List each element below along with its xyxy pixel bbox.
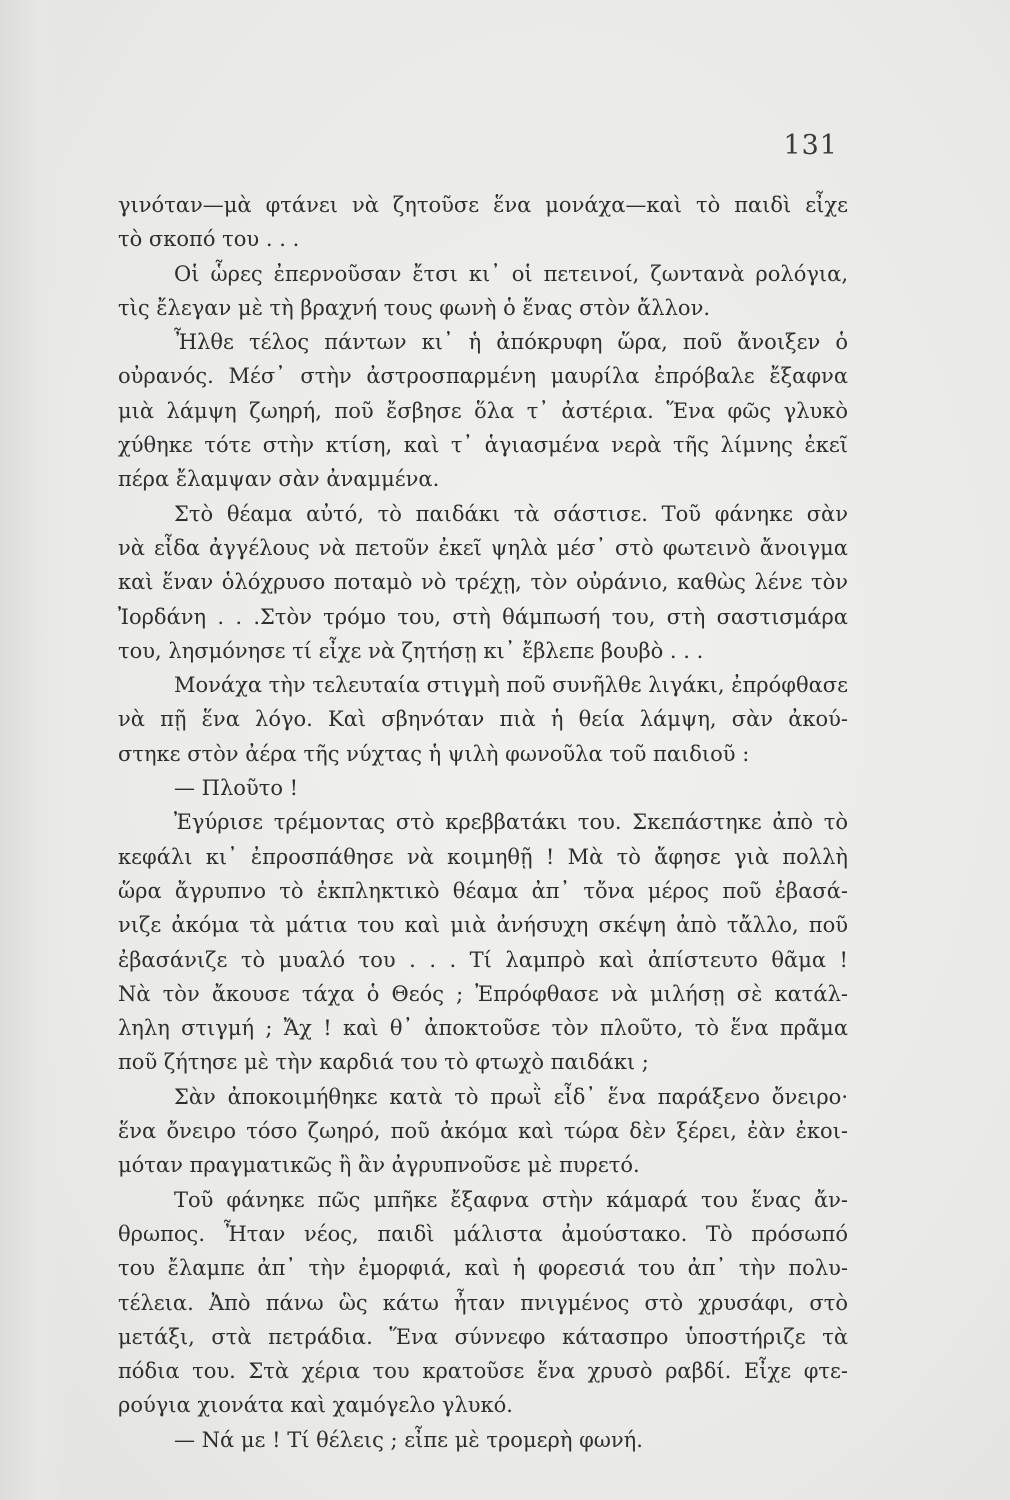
- text-line: ἐβασάνιζε τὸ μυαλό του . . . Τί λαμπρὸ καὶ ἀπίστευτο θᾶμα !: [118, 947, 848, 972]
- text-line: Ἐγύρισε τρέμοντας στὸ κρεββατάκι του. Σκεπάστηκε ἀπὸ τὸ: [174, 810, 848, 835]
- text-line: Ἰορδάνη . . .Στὸν τρόμο του, στὴ θάμπωσή του, στὴ σαστισμάρα: [118, 604, 848, 629]
- text-line: Ἦλθε τέλος πάντων κι᾿ ἡ ἀπόκρυφη ὥρα, ποῦ ἄνοιξεν ὁ: [174, 330, 848, 355]
- text-line: ρούγια χιονάτα καὶ χαμόγελο γλυκό.: [118, 1393, 513, 1418]
- text-line: του ἔλαμπε ἀπ᾿ τὴν ἐμορφιά, καὶ ἡ φορεσιά του ἀπ᾿ τὴν πολυ-: [118, 1256, 848, 1281]
- text-line: Σὰν ἀποκοιμήθηκε κατὰ τὸ πρωῒ εἶδ᾿ ἕνα παράξενο ὄνειρο·: [174, 1084, 848, 1109]
- text-line: Τοῦ φάνηκε πῶς μπῆκε ἔξαφνα στὴν κάμαρά του ἕνας ἄν-: [174, 1187, 848, 1212]
- text-line: πόδια του. Στὰ χέρια του κρατοῦσε ἕνα χρυσὸ ραβδί. Εἶχε φτε-: [118, 1359, 848, 1384]
- text-line: στηκε στὸν ἀέρα τῆς νύχτας ἡ ψιλὴ φωνοῦλα τοῦ παιδιοῦ :: [118, 741, 750, 766]
- page-binding-shadow: [0, 0, 70, 1500]
- text-line: — Πλοῦτο !: [174, 776, 299, 801]
- text-line: πέρα ἔλαμψαν σὰν ἀναμμένα.: [118, 467, 440, 492]
- text-line: ληλη στιγμή ; Ἄχ ! καὶ θ᾿ ἀποκτοῦσε τὸν πλοῦτο, τὸ ἕνα πρᾶμα: [118, 1016, 848, 1041]
- text-line: καὶ ἕναν ὁλόχρυσο ποταμὸ νὸ τρέχῃ, τὸν οὐράνιο, καθὼς λένε τὸν: [118, 570, 848, 595]
- text-line: τὶς ἔλεγαν μὲ τὴ βραχνή τους φωνὴ ὁ ἕνας στὸν ἄλλον.: [118, 295, 711, 320]
- text-line: — Νά με ! Τί θέλεις ; εἶπε μὲ τρομερὴ φωνή.: [174, 1427, 643, 1452]
- text-line: ποῦ ζήτησε μὲ τὴν καρδιά του τὸ φτωχὸ παιδάκι ;: [118, 1050, 649, 1075]
- text-line: νὰ πῇ ἕνα λόγο. Καὶ σβηνόταν πιὰ ἡ θεία λάμψη, σὰν ἀκού-: [118, 707, 848, 732]
- body-text: [118, 188, 848, 1457]
- page-number: 131: [783, 130, 838, 161]
- text-line: Νὰ τὸν ἄκουσε τάχα ὁ Θεός ; Ἐπρόφθασε νὰ μιλήσῃ σὲ κατάλ-: [118, 981, 848, 1006]
- text-line: Οἱ ὧρες ἐπερνοῦσαν ἔτσι κι᾿ οἱ πετεινοί, ζωντανὰ ρολόγια,: [174, 261, 848, 286]
- text-line: νιζε ἀκόμα τὰ μάτια του καὶ μιὰ ἀνήσυχη σκέψη ἀπὸ τἄλλο, ποῦ: [118, 913, 848, 938]
- text-line: ἕνα ὄνειρο τόσο ζωηρό, ποῦ ἀκόμα καὶ τώρα δὲν ξέρει, ἐὰν ἐκοι-: [118, 1119, 848, 1144]
- text-line: μιὰ λάμψη ζωηρή, ποῦ ἔσβησε ὅλα τ᾿ ἀστέρια. Ἕνα φῶς γλυκὸ: [118, 398, 848, 423]
- text-line: τέλεια. Ἀπὸ πάνω ὣς κάτω ἦταν πνιγμένος στὸ χρυσάφι, στὸ: [118, 1290, 848, 1315]
- text-line: χύθηκε τότε στὴν κτίση, καὶ τ᾿ ἁγιασμένα νερὰ τῆς λίμνης ἐκεῖ: [118, 433, 848, 458]
- text-line: οὐρανός. Μέσ᾿ στὴν ἀστροσπαρμένη μαυρίλα ἐπρόβαλε ἔξαφνα: [118, 364, 848, 389]
- text-line: ὥρα ἄγρυπνο τὸ ἐκπληκτικὸ θέαμα ἀπ᾿ τὄνα μέρος ποῦ ἐβασά-: [118, 878, 848, 903]
- text-line: κεφάλι κι᾿ ἐπροσπάθησε νὰ κοιμηθῇ ! Μὰ τὸ ἄφησε γιὰ πολλὴ: [118, 844, 848, 869]
- text-line: μετάξι, στὰ πετράδια. Ἕνα σύννεφο κάτασπρο ὑποστήριζε τὰ: [118, 1324, 848, 1349]
- text-line: θρωπος. Ἦταν νέος, παιδὶ μάλιστα ἀμούστακο. Τὸ πρόσωπό: [118, 1221, 848, 1246]
- text-line: μόταν πραγματικῶς ἢ ἂν ἀγρυπνοῦσε μὲ πυρετό.: [118, 1153, 640, 1178]
- text-line: νὰ εἶδα ἀγγέλους νὰ πετοῦν ἐκεῖ ψηλὰ μέσ᾿ στὸ φωτεινὸ ἄνοιγμα: [118, 535, 848, 560]
- text-line: Στὸ θέαμα αὐτό, τὸ παιδάκι τὰ σάστισε. Τοῦ φάνηκε σὰν: [174, 501, 848, 526]
- text-line: Μονάχα τὴν τελευταία στιγμὴ ποῦ συνῆλθε λιγάκι, ἐπρόφθασε: [174, 673, 848, 698]
- text-line: γινόταν—μὰ φτάνει νὰ ζητοῦσε ἕνα μονάχα—καὶ τὸ παιδὶ εἶχε: [118, 193, 848, 217]
- text-line: τὸ σκοπό του . . .: [118, 227, 300, 252]
- text-line: του, λησμόνησε τί εἶχε νὰ ζητήσῃ κι᾿ ἔβλεπε βουβὸ . . .: [118, 638, 704, 663]
